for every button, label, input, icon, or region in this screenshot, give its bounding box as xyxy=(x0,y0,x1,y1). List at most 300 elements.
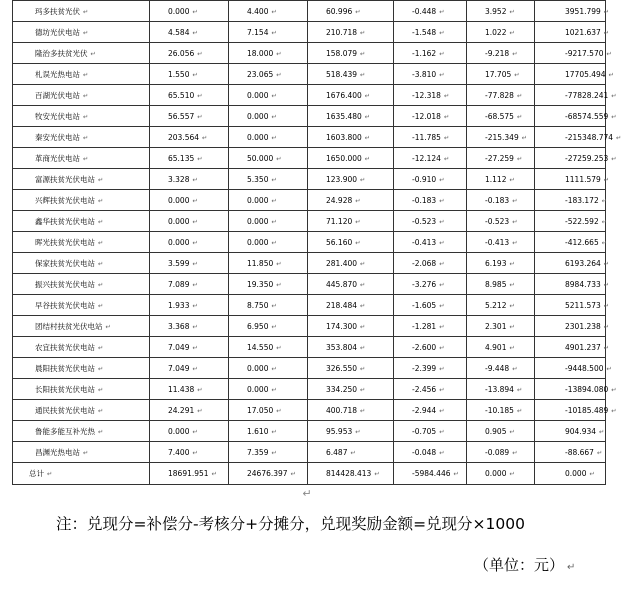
cell-end-mark: ↵ xyxy=(290,470,297,478)
cell-end-mark: ↵ xyxy=(197,385,203,394)
cell-end-mark: ↵ xyxy=(192,70,198,79)
cell-end-mark: ↵ xyxy=(514,70,520,79)
table-row xyxy=(13,43,606,64)
station-name-cell xyxy=(13,337,150,358)
value-cell-v1 xyxy=(150,463,229,485)
cell-end-mark: ↵ xyxy=(98,406,104,415)
cell-text: 19.350 xyxy=(247,279,274,289)
cell-end-mark: ↵ xyxy=(271,364,277,373)
cell-text: 71.120 xyxy=(326,216,353,226)
value-cell-v6 xyxy=(535,85,617,106)
station-name-cell xyxy=(13,64,150,85)
cell-end-mark: ↵ xyxy=(603,7,610,16)
value-cell-v5 xyxy=(467,442,535,463)
value-cell-v5 xyxy=(467,295,535,316)
cell-text: -77828.241 xyxy=(565,90,609,100)
cell-text: -0.910 xyxy=(412,174,437,184)
value-cell-v4 xyxy=(394,1,467,22)
cell-text: -3.810 xyxy=(412,69,437,79)
cell-text: 6.487 xyxy=(326,447,348,457)
cell-text: 隆治多扶贫光伏 xyxy=(35,48,88,58)
cell-text: -3.276 xyxy=(412,279,437,289)
value-cell-v6 xyxy=(535,232,606,253)
cell-text: -0.413 xyxy=(412,237,437,247)
value-cell-v4 xyxy=(394,85,467,106)
cell-text: -0.448 xyxy=(412,6,437,16)
cell-text: -0.523 xyxy=(412,216,437,226)
value-cell-v5 xyxy=(467,358,535,379)
station-name-cell xyxy=(13,253,150,274)
cell-text: 1.933 xyxy=(168,300,190,310)
value-cell-v5 xyxy=(467,274,535,295)
value-cell-v3 xyxy=(308,22,394,43)
cell-text: 7.154 xyxy=(247,27,269,37)
value-cell-v3 xyxy=(308,379,394,400)
value-cell-v1 xyxy=(150,379,229,400)
cell-text: 3951.799 xyxy=(565,6,601,16)
cell-end-mark: ↵ xyxy=(271,427,277,436)
cell-text: 1650.000 xyxy=(326,153,362,163)
value-cell-v1 xyxy=(150,295,229,316)
cell-end-mark: ↵ xyxy=(211,470,218,478)
cell-text: 秦安光伏电站 xyxy=(35,132,80,142)
cell-end-mark: ↵ xyxy=(192,280,198,289)
value-cell-v3 xyxy=(308,253,394,274)
value-cell-v4 xyxy=(394,43,467,64)
cell-text: 14.550 xyxy=(247,342,274,352)
formula-note: 注：兑现分=补偿分-考核分+分摊分，兑现奖励金额=兑现分×1000 xyxy=(56,515,525,533)
value-cell-v4 xyxy=(394,295,467,316)
value-cell-v5 xyxy=(467,22,535,43)
cell-end-mark: ↵ xyxy=(98,196,104,205)
cell-text: 17.050 xyxy=(247,405,274,415)
value-cell-v3 xyxy=(308,106,394,127)
value-cell-v2 xyxy=(229,232,308,253)
cell-end-mark: ↵ xyxy=(276,280,282,289)
value-cell-v2 xyxy=(229,64,308,85)
cell-text: 8984.733 xyxy=(565,279,601,289)
cell-end-mark: ↵ xyxy=(276,343,282,352)
cell-end-mark: ↵ xyxy=(512,196,518,205)
table-row xyxy=(13,253,606,274)
cell-text: 518.439 xyxy=(326,69,358,79)
cell-end-mark: ↵ xyxy=(509,301,515,310)
value-cell-v2 xyxy=(229,22,308,43)
cell-text: 158.079 xyxy=(326,48,358,58)
cell-text: 7.089 xyxy=(168,279,190,289)
value-cell-v2 xyxy=(229,274,308,295)
value-cell-v6 xyxy=(535,316,610,337)
table-row xyxy=(13,379,606,400)
value-cell-v6 xyxy=(535,43,612,64)
cell-end-mark: ↵ xyxy=(83,7,89,16)
table-body xyxy=(13,1,622,485)
value-cell-v2 xyxy=(229,85,308,106)
cell-end-mark: ↵ xyxy=(276,70,282,79)
cell-text: 0.000 xyxy=(247,363,269,373)
value-cell-v1 xyxy=(150,22,229,43)
value-cell-v2 xyxy=(229,190,308,211)
value-cell-v4 xyxy=(394,274,467,295)
cell-text: 0.000 xyxy=(247,90,269,100)
cell-text: -522.592 xyxy=(565,216,599,226)
cell-end-mark: ↵ xyxy=(439,28,445,37)
cell-end-mark: ↵ xyxy=(192,322,198,331)
cell-end-mark: ↵ xyxy=(192,448,198,457)
value-cell-v6 xyxy=(535,421,606,442)
cell-text: 6.950 xyxy=(247,321,269,331)
value-cell-v5 xyxy=(467,211,535,232)
cell-end-mark: ↵ xyxy=(611,154,617,163)
cell-text: 445.870 xyxy=(326,279,358,289)
cell-text: 1021.637 xyxy=(565,27,601,37)
cell-end-mark: ↵ xyxy=(439,196,445,205)
cell-text: 24.291 xyxy=(168,405,195,415)
cell-end-mark: ↵ xyxy=(516,385,523,394)
paragraph-mark: ↵ xyxy=(302,487,312,500)
cell-text: 174.300 xyxy=(326,321,358,331)
value-cell-v5 xyxy=(467,169,535,190)
cell-text: 1635.480 xyxy=(326,111,362,121)
value-cell-v1 xyxy=(150,43,229,64)
cell-end-mark: ↵ xyxy=(603,259,610,268)
cell-end-mark: ↵ xyxy=(439,343,445,352)
cell-end-mark: ↵ xyxy=(601,238,608,247)
cell-text: 65.510 xyxy=(168,90,195,100)
cell-end-mark: ↵ xyxy=(192,427,198,436)
table-row xyxy=(13,148,606,169)
cell-text: -68574.559 xyxy=(565,111,609,121)
value-cell-v1 xyxy=(150,337,229,358)
cell-text: -1.162 xyxy=(412,48,437,58)
cell-text: 保家扶贫光伏电站 xyxy=(35,258,95,268)
value-cell-v6 xyxy=(535,463,606,485)
value-cell-v3 xyxy=(308,295,394,316)
value-cell-v3 xyxy=(308,337,394,358)
value-cell-v1 xyxy=(150,274,229,295)
cell-text: 1111.579 xyxy=(565,174,601,184)
cell-end-mark: ↵ xyxy=(521,133,528,142)
cell-end-mark: ↵ xyxy=(271,91,277,100)
cell-text: 0.000 xyxy=(168,237,190,247)
cell-end-mark: ↵ xyxy=(98,259,104,268)
cell-end-mark: ↵ xyxy=(355,427,361,436)
cell-text: -13894.080 xyxy=(565,384,609,394)
cell-end-mark: ↵ xyxy=(603,175,610,184)
value-cell-v6 xyxy=(535,22,610,43)
cell-end-mark: ↵ xyxy=(192,28,198,37)
value-cell-v6 xyxy=(535,337,610,358)
value-cell-v4 xyxy=(394,442,467,463)
cell-text: -215348.774 xyxy=(565,132,614,142)
cell-text: -13.894 xyxy=(485,384,514,394)
cell-end-mark: ↵ xyxy=(509,259,515,268)
cell-text: -2.944 xyxy=(412,405,437,415)
cell-end-mark: ↵ xyxy=(439,238,445,247)
value-cell-v4 xyxy=(394,190,467,211)
station-name-cell xyxy=(13,442,150,463)
cell-end-mark: ↵ xyxy=(355,238,361,247)
cell-text: 353.804 xyxy=(326,342,358,352)
cell-text: 2.301 xyxy=(485,321,507,331)
cell-end-mark: ↵ xyxy=(439,448,445,457)
cell-text: 4.400 xyxy=(247,6,269,16)
cell-end-mark: ↵ xyxy=(453,470,459,478)
cell-text: 7.400 xyxy=(168,447,190,457)
cell-text: -68.575 xyxy=(485,111,514,121)
station-name-cell xyxy=(13,232,150,253)
value-cell-v1 xyxy=(150,85,229,106)
cell-text: 326.550 xyxy=(326,363,358,373)
cell-end-mark: ↵ xyxy=(439,364,445,373)
value-cell-v2 xyxy=(229,253,308,274)
value-cell-v3 xyxy=(308,148,394,169)
cell-end-mark: ↵ xyxy=(90,49,96,58)
cell-text: 5.212 xyxy=(485,300,507,310)
cell-text: 4.901 xyxy=(485,342,507,352)
cell-text: 0.000 xyxy=(247,111,269,121)
cell-text: 18.000 xyxy=(247,48,274,58)
cell-end-mark: ↵ xyxy=(443,91,450,100)
cell-end-mark: ↵ xyxy=(611,406,617,415)
cell-end-mark: ↵ xyxy=(271,301,277,310)
cell-text: -9.218 xyxy=(485,48,510,58)
cell-text: -2.600 xyxy=(412,342,437,352)
cell-text: 5.350 xyxy=(247,174,269,184)
cell-text: 振兴扶贫光伏电站 xyxy=(35,279,95,289)
value-cell-v3 xyxy=(308,190,394,211)
cell-end-mark: ↵ xyxy=(83,112,89,121)
value-cell-v4 xyxy=(394,127,467,148)
cell-end-mark: ↵ xyxy=(374,470,380,478)
cell-end-mark: ↵ xyxy=(439,70,445,79)
cell-end-mark: ↵ xyxy=(364,91,371,100)
cell-end-mark: ↵ xyxy=(443,112,450,121)
cell-end-mark: ↵ xyxy=(439,406,445,415)
value-cell-v5 xyxy=(467,43,535,64)
cell-end-mark: ↵ xyxy=(271,217,277,226)
cell-text: 24.928 xyxy=(326,195,353,205)
cell-end-mark: ↵ xyxy=(599,427,605,436)
station-name-cell xyxy=(13,316,150,337)
cell-text: 23.065 xyxy=(247,69,274,79)
station-name-cell xyxy=(13,85,150,106)
cell-text: 95.953 xyxy=(326,426,353,436)
cell-end-mark: ↵ xyxy=(596,448,603,457)
cell-text: 334.250 xyxy=(326,384,358,394)
table-row xyxy=(13,442,606,463)
cell-end-mark: ↵ xyxy=(197,49,203,58)
table-row xyxy=(13,22,606,43)
cell-end-mark: ↵ xyxy=(83,70,89,79)
cell-end-mark: ↵ xyxy=(355,217,361,226)
value-cell-v6 xyxy=(535,400,617,421)
cell-text: 60.996 xyxy=(326,6,353,16)
cell-text: -0.705 xyxy=(412,426,437,436)
cell-end-mark: ↵ xyxy=(197,154,203,163)
cell-text: 兴辉扶贫光伏电站 xyxy=(35,195,95,205)
cell-end-mark: ↵ xyxy=(512,364,518,373)
value-cell-v2 xyxy=(229,442,308,463)
cell-end-mark: ↵ xyxy=(192,175,198,184)
cell-text: 百湖光伏电站 xyxy=(35,90,80,100)
value-cell-v4 xyxy=(394,211,467,232)
station-name-cell xyxy=(13,358,150,379)
value-cell-v2 xyxy=(229,421,308,442)
table-row xyxy=(13,106,606,127)
cell-text: -2.399 xyxy=(412,363,437,373)
cell-end-mark: ↵ xyxy=(439,427,445,436)
value-cell-v4 xyxy=(394,463,467,485)
value-cell-v4 xyxy=(394,64,467,85)
value-cell-v6 xyxy=(535,127,622,148)
cell-text: -11.785 xyxy=(412,132,441,142)
value-cell-v6 xyxy=(535,274,610,295)
cell-text: 26.056 xyxy=(168,48,195,58)
cell-end-mark: ↵ xyxy=(271,448,277,457)
cell-end-mark: ↵ xyxy=(512,448,518,457)
cell-end-mark: ↵ xyxy=(83,154,89,163)
cell-text: 3.952 xyxy=(485,6,507,16)
cell-text: 203.564 xyxy=(168,132,200,142)
value-cell-v3 xyxy=(308,358,394,379)
value-cell-v3 xyxy=(308,1,394,22)
cell-text: 昌渊光热电站 xyxy=(35,447,80,457)
value-cell-v1 xyxy=(150,400,229,421)
cell-end-mark: ↵ xyxy=(512,217,518,226)
cell-text: 17.705 xyxy=(485,69,512,79)
cell-text: 8.750 xyxy=(247,300,269,310)
value-cell-v1 xyxy=(150,169,229,190)
value-cell-v5 xyxy=(467,64,535,85)
cell-text: 早谷扶贫光伏电站 xyxy=(35,300,95,310)
cell-text: 德坊光伏电站 xyxy=(35,27,80,37)
value-cell-v2 xyxy=(229,127,308,148)
cell-end-mark: ↵ xyxy=(439,259,445,268)
value-cell-v3 xyxy=(308,85,394,106)
cell-text: 札误光热电站 xyxy=(35,69,80,79)
cell-end-mark: ↵ xyxy=(83,448,89,457)
value-cell-v6 xyxy=(535,358,612,379)
cell-text: 0.000 xyxy=(247,132,269,142)
cell-end-mark: ↵ xyxy=(271,133,277,142)
cell-end-mark: ↵ xyxy=(603,280,610,289)
value-cell-v1 xyxy=(150,358,229,379)
cell-end-mark: ↵ xyxy=(603,322,610,331)
cell-end-mark: ↵ xyxy=(611,91,617,100)
value-cell-v1 xyxy=(150,442,229,463)
cell-end-mark: ↵ xyxy=(192,7,198,16)
value-cell-v3 xyxy=(308,43,394,64)
cell-end-mark: ↵ xyxy=(98,238,104,247)
cell-end-mark: ↵ xyxy=(360,280,366,289)
table-row xyxy=(13,337,606,358)
value-cell-v6 xyxy=(535,106,617,127)
cell-text: 晨阳扶贫光伏电站 xyxy=(35,363,95,373)
table-row xyxy=(13,190,606,211)
cell-text: 56.557 xyxy=(168,111,195,121)
station-name-cell xyxy=(13,274,150,295)
cell-text: 0.000 xyxy=(168,195,190,205)
cell-end-mark: ↵ xyxy=(603,343,610,352)
cell-end-mark: ↵ xyxy=(271,385,277,394)
cell-end-mark: ↵ xyxy=(98,385,104,394)
station-name-cell xyxy=(13,1,150,22)
value-cell-v3 xyxy=(308,169,394,190)
value-cell-v4 xyxy=(394,106,467,127)
cell-end-mark: ↵ xyxy=(509,7,515,16)
cell-text: 0.000 xyxy=(247,216,269,226)
cell-end-mark: ↵ xyxy=(202,133,208,142)
cell-end-mark: ↵ xyxy=(271,238,277,247)
cell-end-mark: ↵ xyxy=(360,343,366,352)
cell-text: 革商光伏电站 xyxy=(35,153,80,163)
value-cell-v4 xyxy=(394,232,467,253)
cell-end-mark: ↵ xyxy=(611,112,617,121)
table-row xyxy=(13,274,606,295)
value-cell-v6 xyxy=(535,379,617,400)
station-name-cell xyxy=(13,169,150,190)
cell-end-mark: ↵ xyxy=(98,427,104,436)
value-cell-v2 xyxy=(229,106,308,127)
cell-end-mark: ↵ xyxy=(98,343,104,352)
table-row xyxy=(13,211,606,232)
value-cell-v6 xyxy=(535,169,610,190)
cell-text: 0.000 xyxy=(247,237,269,247)
cell-end-mark: ↵ xyxy=(601,217,608,226)
cell-end-mark: ↵ xyxy=(439,385,445,394)
unit-note xyxy=(474,554,575,575)
cell-end-mark: ↵ xyxy=(616,133,622,142)
cell-end-mark: ↵ xyxy=(439,322,445,331)
cell-text: 0.000 xyxy=(168,216,190,226)
cell-end-mark: ↵ xyxy=(271,196,277,205)
value-cell-v4 xyxy=(394,22,467,43)
cell-text: 123.900 xyxy=(326,174,358,184)
value-cell-v4 xyxy=(394,169,467,190)
cell-text: 1.112 xyxy=(485,174,507,184)
cell-text: -27259.253 xyxy=(565,153,609,163)
cell-end-mark: ↵ xyxy=(276,259,282,268)
cell-text: 56.160 xyxy=(326,237,353,247)
cell-text: -10.185 xyxy=(485,405,514,415)
cell-end-mark: ↵ xyxy=(360,385,366,394)
cell-end-mark: ↵ xyxy=(355,196,361,205)
station-name-cell xyxy=(13,400,150,421)
cell-end-mark: ↵ xyxy=(271,112,277,121)
cell-end-mark: ↵ xyxy=(98,364,104,373)
cell-end-mark: ↵ xyxy=(192,364,198,373)
settlement-table xyxy=(12,0,622,485)
value-cell-v6 xyxy=(535,442,606,463)
station-name-cell xyxy=(13,43,150,64)
cell-text: -0.183 xyxy=(485,195,510,205)
cell-end-mark: ↵ xyxy=(105,322,111,331)
cell-text: 富源扶贫光伏电站 xyxy=(35,174,95,184)
cell-text: -12.318 xyxy=(412,90,441,100)
cell-end-mark: ↵ xyxy=(192,259,198,268)
cell-text: 6193.264 xyxy=(565,258,601,268)
cell-end-mark: ↵ xyxy=(516,91,523,100)
cell-text: -12.018 xyxy=(412,111,441,121)
value-cell-v2 xyxy=(229,43,308,64)
cell-end-mark: ↵ xyxy=(509,343,515,352)
cell-text: 6.193 xyxy=(485,258,507,268)
cell-end-mark: ↵ xyxy=(192,301,198,310)
cell-text: 长阳扶贫光伏电站 xyxy=(35,384,95,394)
cell-end-mark: ↵ xyxy=(271,322,277,331)
table-row xyxy=(13,295,606,316)
